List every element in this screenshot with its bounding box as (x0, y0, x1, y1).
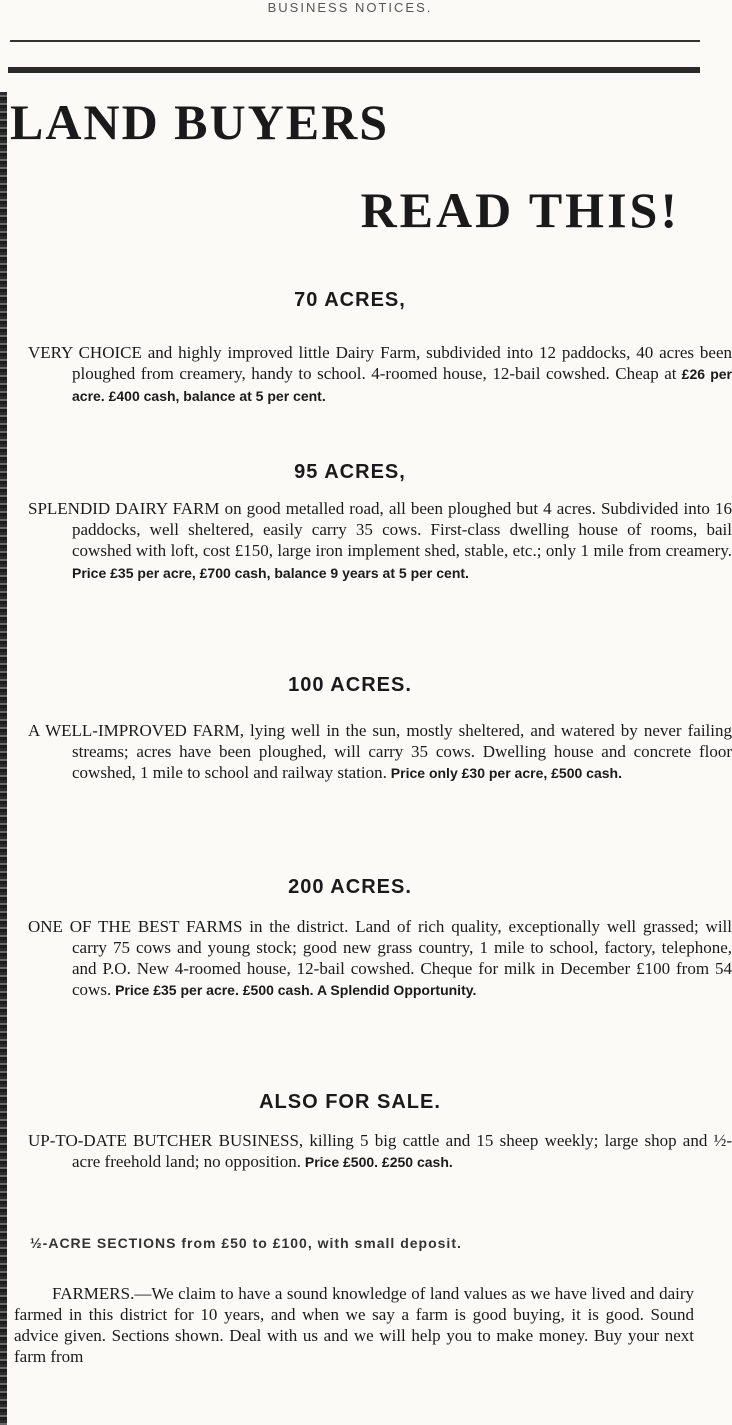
sections-line: ½-ACRE SECTIONS from £50 to £100, with small deposit. (30, 1235, 462, 1251)
listing-price: Price only £30 per acre, £500 cash. (386, 765, 622, 781)
farmers-paragraph: FARMERS.—We claim to have a sound knowledge of land values as we have lived and dairy farmed in this district for 10 years, and when we say a farm is good buying, it is good. Sound advice given. Sections shown. Deal with us and we will help you to make money. Buy your next farm from (14, 1284, 694, 1366)
listing-95-acres (28, 498, 732, 584)
listing-lead: ONE OF THE BEST FARMS (28, 917, 243, 936)
listing-price: Price £35 per acre, £700 cash, balance 9 years at 5 per cent. (72, 565, 469, 581)
also-for-sale-heading: ALSO FOR SALE. (259, 1091, 441, 1113)
butcher-business (28, 1130, 732, 1173)
headline-read-this: READ THIS! (360, 182, 680, 238)
listing-price: Price £35 per acre. £500 cash. A Splendid Opportunity. (111, 982, 477, 998)
listing-text: on good metalled road, all been ploughed but 4 acres. Subdivided into 16 paddocks, well sheltered, easily carry 35 cows. First-class dwelling house of rooms, bail cowshed with loft, cost £150, large iron implement shed, stable, etc.; only 1 mile from creamery. (72, 499, 732, 560)
listing-heading-100-acres: 100 ACRES. (288, 674, 412, 696)
listing-lead: VERY CHOICE (28, 343, 142, 362)
listing-200-acres (28, 916, 732, 1001)
heavy-rule (8, 67, 700, 73)
listing-lead: UP-TO-DATE BUTCHER BUSINESS, (28, 1131, 304, 1150)
listing-price: Price £500. £250 cash. (300, 1154, 453, 1170)
listing-heading-95-acres: 95 ACRES, (294, 461, 406, 483)
listing-text: lying well in the sun, mostly sheltered, and watered by never failing streams; acres have been ploughed, will carry 35 cows. Dwelling house and concrete floor cowshed, 1 mile to school and railway station. (72, 721, 732, 782)
listing-text: in the district. Land of rich quality, exceptionally well grassed; will carry 75 cows and young stock; good new grass country, 1 mile to school, factory, telephone, and P.O. New 4-roomed house, 12-bail cowshed. Cheque for milk in December £100 from 54 cows. (72, 917, 732, 999)
listing-100-acres (28, 720, 732, 784)
listing-70-acres (28, 342, 732, 407)
headline-land-buyers: LAND BUYERS (10, 94, 390, 150)
listing-heading-70-acres: 70 ACRES, (294, 289, 406, 311)
listing-text: and highly improved little Dairy Farm, subdivided into 12 paddocks, 40 acres been ploughed from creamery, handy to school. 4-roomed house, 12-bail cowshed. Cheap at (72, 343, 732, 383)
listing-lead: SPLENDID DAIRY FARM (28, 499, 220, 518)
listing-text: killing 5 big cattle and 15 sheep weekly; large shop and ½-acre freehold land; no opposition. (72, 1131, 732, 1171)
running-head: BUSINESS NOTICES. (267, 0, 433, 15)
top-rule (10, 40, 700, 42)
listing-lead: A WELL-IMPROVED FARM, (28, 721, 244, 740)
listing-heading-200-acres: 200 ACRES. (288, 876, 412, 898)
listing-price: £26 per acre. £400 cash, balance at 5 per cent. (72, 366, 732, 404)
